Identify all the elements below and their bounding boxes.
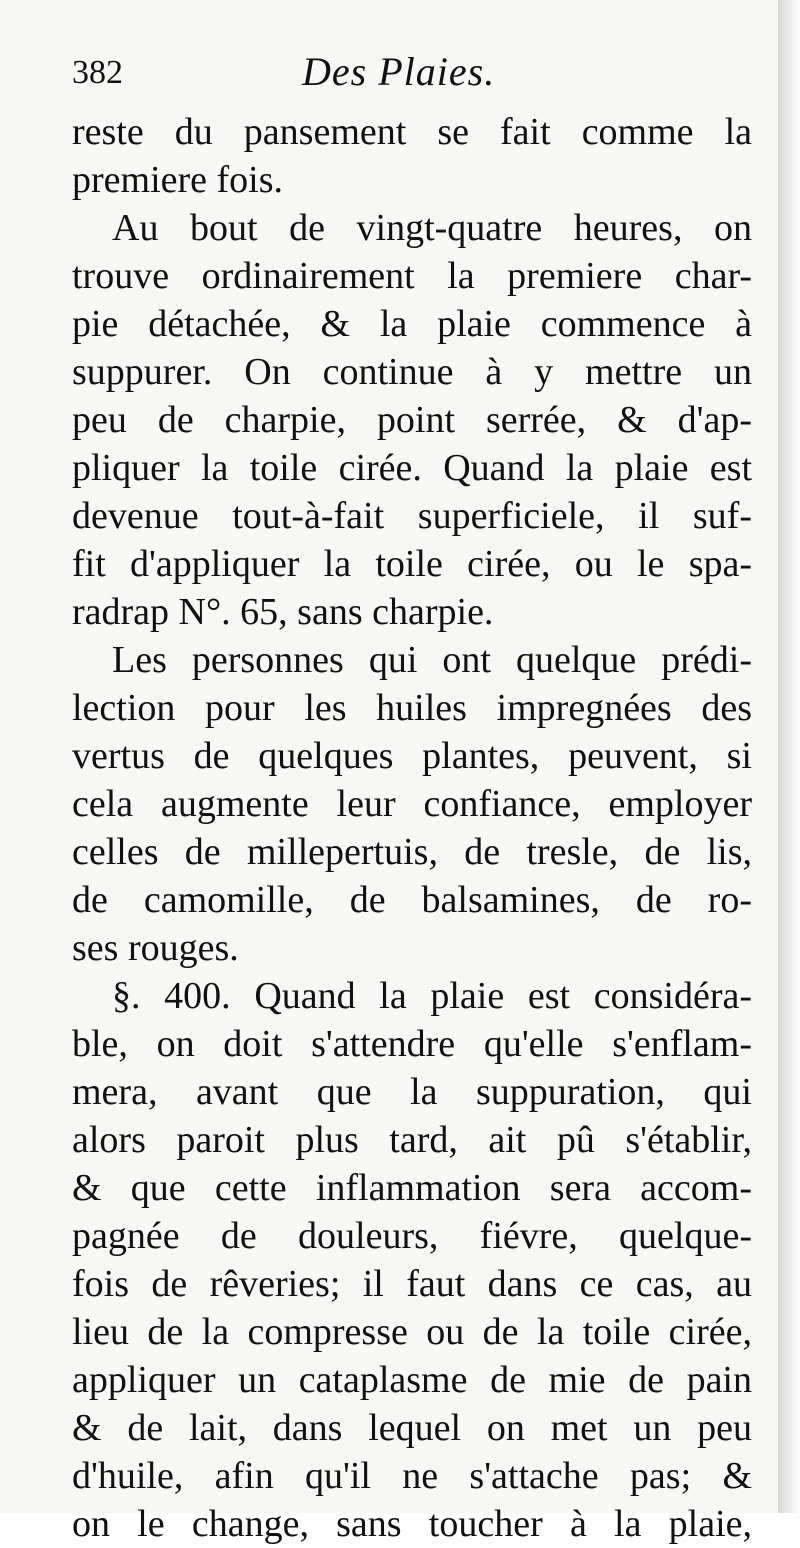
text-line: de camomille, de balsamines, de ro- — [72, 879, 752, 921]
text-line: & de lait, dans lequel on met un peu — [72, 1407, 752, 1449]
text-line: fois de rêveries; il faut dans ce cas, au — [72, 1263, 752, 1305]
text-line: pagnée de douleurs, fiévre, quelque- — [72, 1215, 752, 1257]
text-line: pie détachée, & la plaie commence à — [72, 303, 752, 345]
text-line: ble, on doit s'attendre qu'elle s'enflam- — [72, 1023, 752, 1065]
text-line: peu de charpie, point serrée, & d'ap- — [72, 399, 752, 441]
text-line: pliquer la toile cirée. Quand la plaie est — [72, 447, 752, 489]
running-title: Des Plaies. — [302, 49, 496, 94]
page-number: 382 — [72, 54, 123, 91]
text-line: mera, avant que la suppuration, qui — [72, 1071, 752, 1113]
text-line: appliquer un cataplasme de mie de pain — [72, 1359, 752, 1401]
body-text — [72, 108, 752, 1548]
text-line: d'huile, afin qu'il ne s'attache pas; & — [72, 1455, 752, 1497]
text-line: ses rouges. — [72, 927, 239, 969]
text-line: cela augmente leur confiance, employer — [72, 783, 752, 825]
page-header — [72, 48, 752, 102]
page-edge-shadow — [778, 0, 800, 1513]
text-line: reste du pansement se fait comme la — [72, 111, 752, 153]
paragraph-first-line: Au bout de vingt-quatre heures, on — [112, 207, 752, 249]
text-line: alors paroit plus tard, ait pû s'établir, — [72, 1119, 752, 1161]
paragraph-first-line: Les personnes qui ont quelque prédi- — [112, 639, 752, 681]
text-line: premiere fois. — [72, 159, 284, 201]
text-line: radrap N°. 65, sans charpie. — [72, 591, 494, 633]
text-line: vertus de quelques plantes, peuvent, si — [72, 735, 752, 777]
text-line: on le change, sans toucher à la plaie, — [72, 1503, 752, 1545]
text-line: suppurer. On continue à y mettre un — [72, 351, 752, 393]
text-line: devenue tout-à-fait superficiele, il suf- — [72, 495, 752, 537]
text-line: trouve ordinairement la premiere char- — [72, 255, 752, 297]
text-line: celles de millepertuis, de tresle, de lis, — [72, 831, 752, 873]
text-line: lection pour les huiles impregnées des — [72, 687, 752, 729]
text-line: fit d'appliquer la toile cirée, ou le spa- — [72, 543, 752, 585]
text-line: & que cette inflammation sera accom- — [72, 1167, 752, 1209]
paragraph-first-line: §. 400. Quand la plaie est considéra- — [112, 975, 752, 1017]
text-line: lieu de la compresse ou de la toile cirée, — [72, 1311, 752, 1353]
